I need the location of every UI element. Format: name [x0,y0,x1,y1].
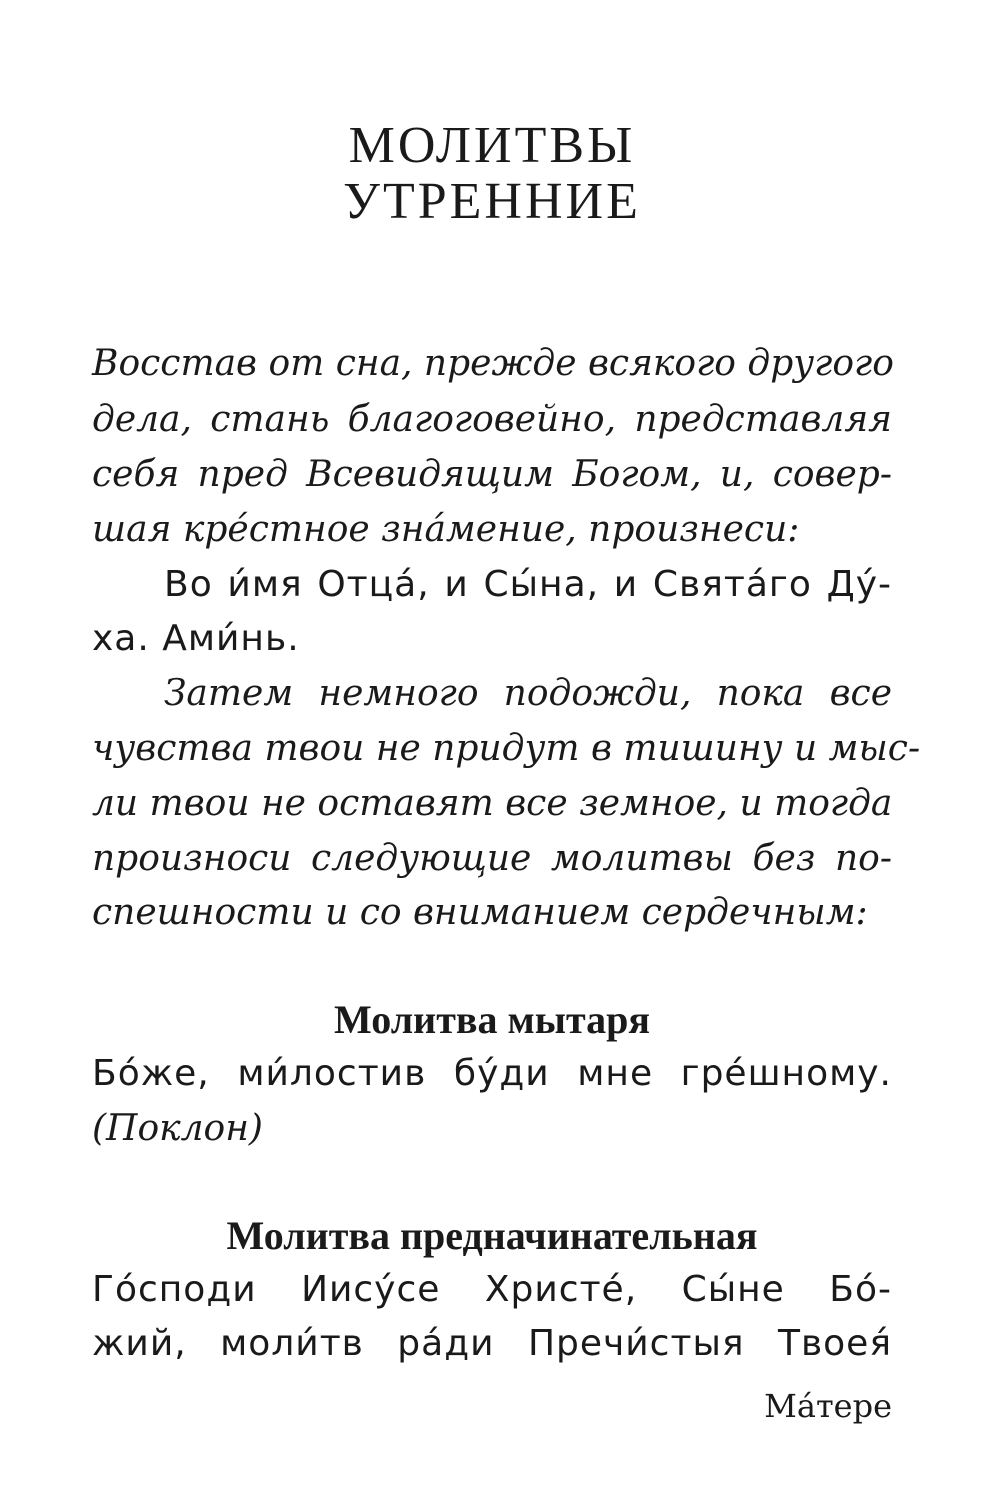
catchword: Ма́тере [764,1387,892,1425]
publican-prayer-text: Бо́же, ми́лостив бу́ди мне гре́шному. [92,1053,892,1094]
page [92,0,921,1500]
instruction-line: произноси следующие молитвы без по- [92,838,892,879]
intro-line: Восстав от сна, прежде всякого другого [92,343,894,384]
publican-prayer-heading: Молитва мытаря [334,997,650,1042]
instruction-line: Затем немного подожди, пока все [164,673,892,714]
opening-prayer-line: жий, моли́тв ра́ди Пречи́стыя Твоея́ [92,1323,892,1364]
instruction-line: спешности и со вниманием сердечным: [92,892,868,933]
page-title-line-1: МОЛИТВЫ [348,117,636,174]
invocation-line: Во и́мя Отца́, и Сы́на, и Свята́го Ду́- [164,564,892,605]
opening-prayer-heading: Молитва предначинательная [226,1213,758,1258]
invocation-line: ха. Ами́нь. [92,618,300,659]
intro-line: дела, стань благоговейно, представляя [92,399,892,440]
bow-note: (Поклон) [92,1108,263,1149]
opening-prayer-line: Го́споди Иису́се Христе́, Сы́не Бо́- [92,1269,892,1310]
instruction-line: чувства твои не придут в тишину и мыс- [92,728,921,769]
page-title-line-2: УТРЕННИЕ [343,173,641,230]
instruction-line: ли твои не оставят все земное, и тогда [92,783,893,824]
intro-line: себя пред Всевидящим Богом, и, совер- [92,454,892,495]
intro-line: шая кре́стное зна́мение, произнеси: [92,509,800,550]
